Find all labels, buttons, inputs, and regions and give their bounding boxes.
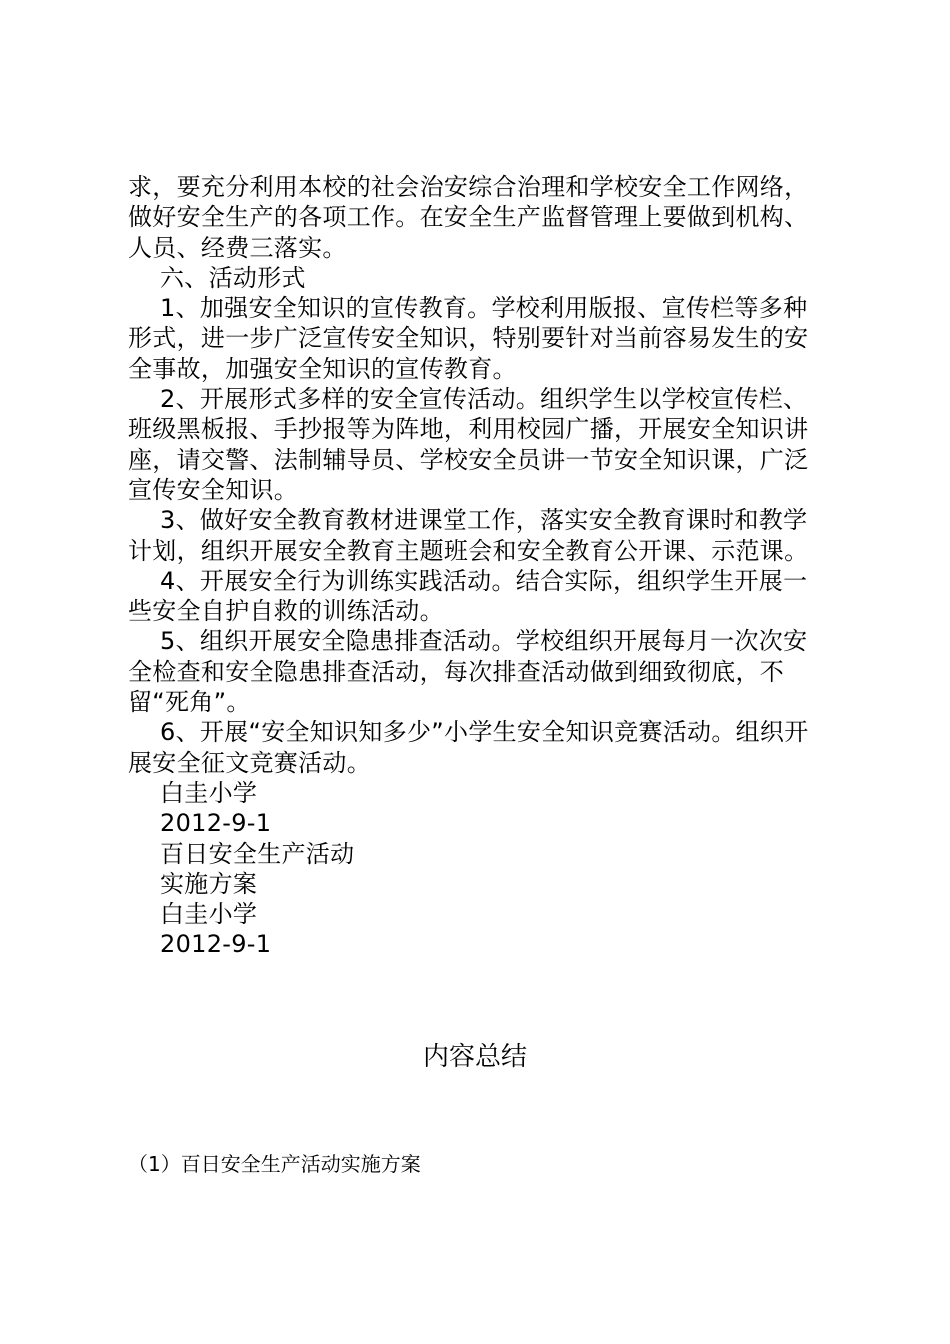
paragraph-item-2: 2、开展形式多样的安全宣传活动。组织学生以学校宣传栏、班级黑板报、手抄报等为阵地，利用校园广播，开展安全知识讲座，请交警、法制辅导员、学校安全员讲一节安全知识课，广泛宣传安全知识。 [128,385,809,504]
paragraph-item-3: 3、做好安全教育教材进课堂工作，落实安全教育课时和教学计划，组织开展安全教育主题班会和安全教育公开课、示范课。 [128,506,809,565]
section-heading-activity-form: 六、活动形式 [160,263,306,292]
paragraph-item-6: 6、开展“安全知识知多少”小学生安全知识竞赛活动。组织开展安全征文竞赛活动。 [128,718,809,777]
signature-school-2: 白圭小学 [160,900,258,929]
summary-item: （1）百日安全生产活动实施方案 [128,1152,421,1176]
paragraph-continuation: 求，要充分利用本校的社会治安综合治理和学校安全工作网络，做好安全生产的各项工作。在安全生产监督管理上要做到机构、人员、经费三落实。 [128,173,809,262]
signature-date-2: 2012-9-1 [160,930,272,959]
signature-date: 2012-9-1 [160,809,272,838]
paragraph-item-5: 5、组织开展安全隐患排查活动。学校组织开展每月一次次安全检查和安全隐患排查活动，每次排查活动做到细致彻底，不留“死角”。 [128,627,808,717]
paragraph-item-4: 4、开展安全行为训练实践活动。结合实际，组织学生开展一些安全自护自救的训练活动。 [128,566,808,626]
paragraph-item-1: 1、加强安全知识的宣传教育。学校利用版报、宣传栏等多种形式，进一步广泛宣传安全知识，特别要针对当前容易发生的安全事故，加强安全知识的宣传教育。 [128,294,809,383]
title-line-1: 百日安全生产活动 [160,839,355,868]
document-body [128,172,828,960]
title-line-2: 实施方案 [160,869,258,898]
summary-title: 内容总结 [422,1042,527,1072]
signature-school: 白圭小学 [160,778,258,807]
